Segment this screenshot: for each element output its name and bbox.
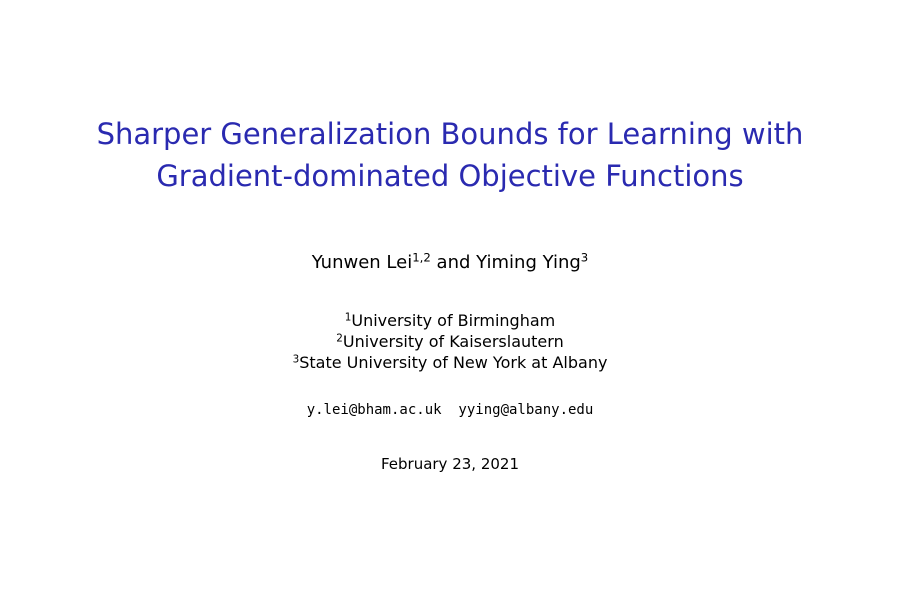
affiliation-mark: 1 xyxy=(344,311,352,324)
affiliation-item xyxy=(0,352,900,373)
publication-date: February 23, 2021 xyxy=(380,455,520,473)
author-affil-mark-2: 3 xyxy=(580,250,589,265)
affiliation-mark: 3 xyxy=(292,353,300,366)
author-name-2: Yiming Ying xyxy=(476,252,581,273)
paper-title-line-1: Sharper Generalization Bounds for Learning with xyxy=(96,117,804,151)
author-connector: and xyxy=(436,252,471,273)
affiliation-item xyxy=(0,331,900,352)
author-affil-mark-1: 1,2 xyxy=(412,250,431,265)
affiliation-name: University of Kaiserslautern xyxy=(342,332,564,351)
author-name-1: Yunwen Lei xyxy=(311,252,413,273)
paper-title-line-2: Gradient-dominated Objective Functions xyxy=(156,159,744,193)
affiliation-item xyxy=(0,310,900,331)
paper-title xyxy=(0,113,900,197)
email-line xyxy=(0,400,900,420)
affiliation-mark: 2 xyxy=(336,332,343,345)
affiliation-list xyxy=(0,310,900,373)
author-line xyxy=(0,250,900,276)
affiliation-name: University of Birmingham xyxy=(351,311,556,330)
email-2: yying@albany.edu xyxy=(458,402,594,418)
email-1: y.lei@bham.ac.uk xyxy=(306,402,442,418)
affiliation-name: State University of New York at Albany xyxy=(299,353,608,372)
